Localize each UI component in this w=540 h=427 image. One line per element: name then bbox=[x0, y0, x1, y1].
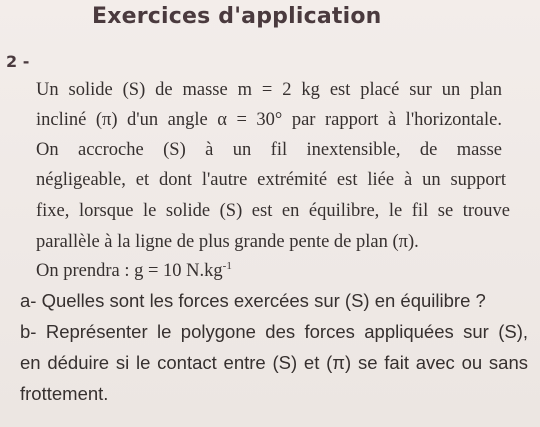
page-title: Exercices d'application bbox=[92, 4, 382, 29]
statement-line-5: fixe, lorsque le solide (S) est en équilibre, le fil se trouve bbox=[36, 201, 510, 221]
question-a: a- Quelles sont les forces exercées sur (S) en équilibre ? bbox=[20, 290, 486, 311]
question-b-line-1: b- Représenter le polygone des forces appliquées sur (S), bbox=[20, 321, 528, 342]
question-b-line-3: frottement. bbox=[20, 383, 109, 404]
statement-line-6: parallèle à la ligne de plus grande pente de plan (π). bbox=[36, 232, 419, 252]
statement-line-3: On accroche (S) à un fil inextensible, de masse bbox=[36, 140, 502, 160]
statement-line-2: incliné (π) d'un angle α = 30° par rapport à l'horizontale. bbox=[36, 110, 502, 130]
given-data-line bbox=[36, 261, 232, 282]
exercise-number: 2 - bbox=[6, 52, 30, 71]
statement-line-4: négligeable, et dont l'autre extrémité est liée à un support bbox=[36, 170, 506, 190]
question-b-line-2: en déduire si le contact entre (S) et (π) se fait avec ou sans bbox=[20, 352, 528, 373]
given-data-text: On prendra : g = 10 N.kg bbox=[36, 261, 223, 281]
given-data-exponent: -1 bbox=[222, 260, 232, 272]
statement-line-1: Un solide (S) de masse m = 2 kg est placé sur un plan bbox=[36, 80, 502, 100]
